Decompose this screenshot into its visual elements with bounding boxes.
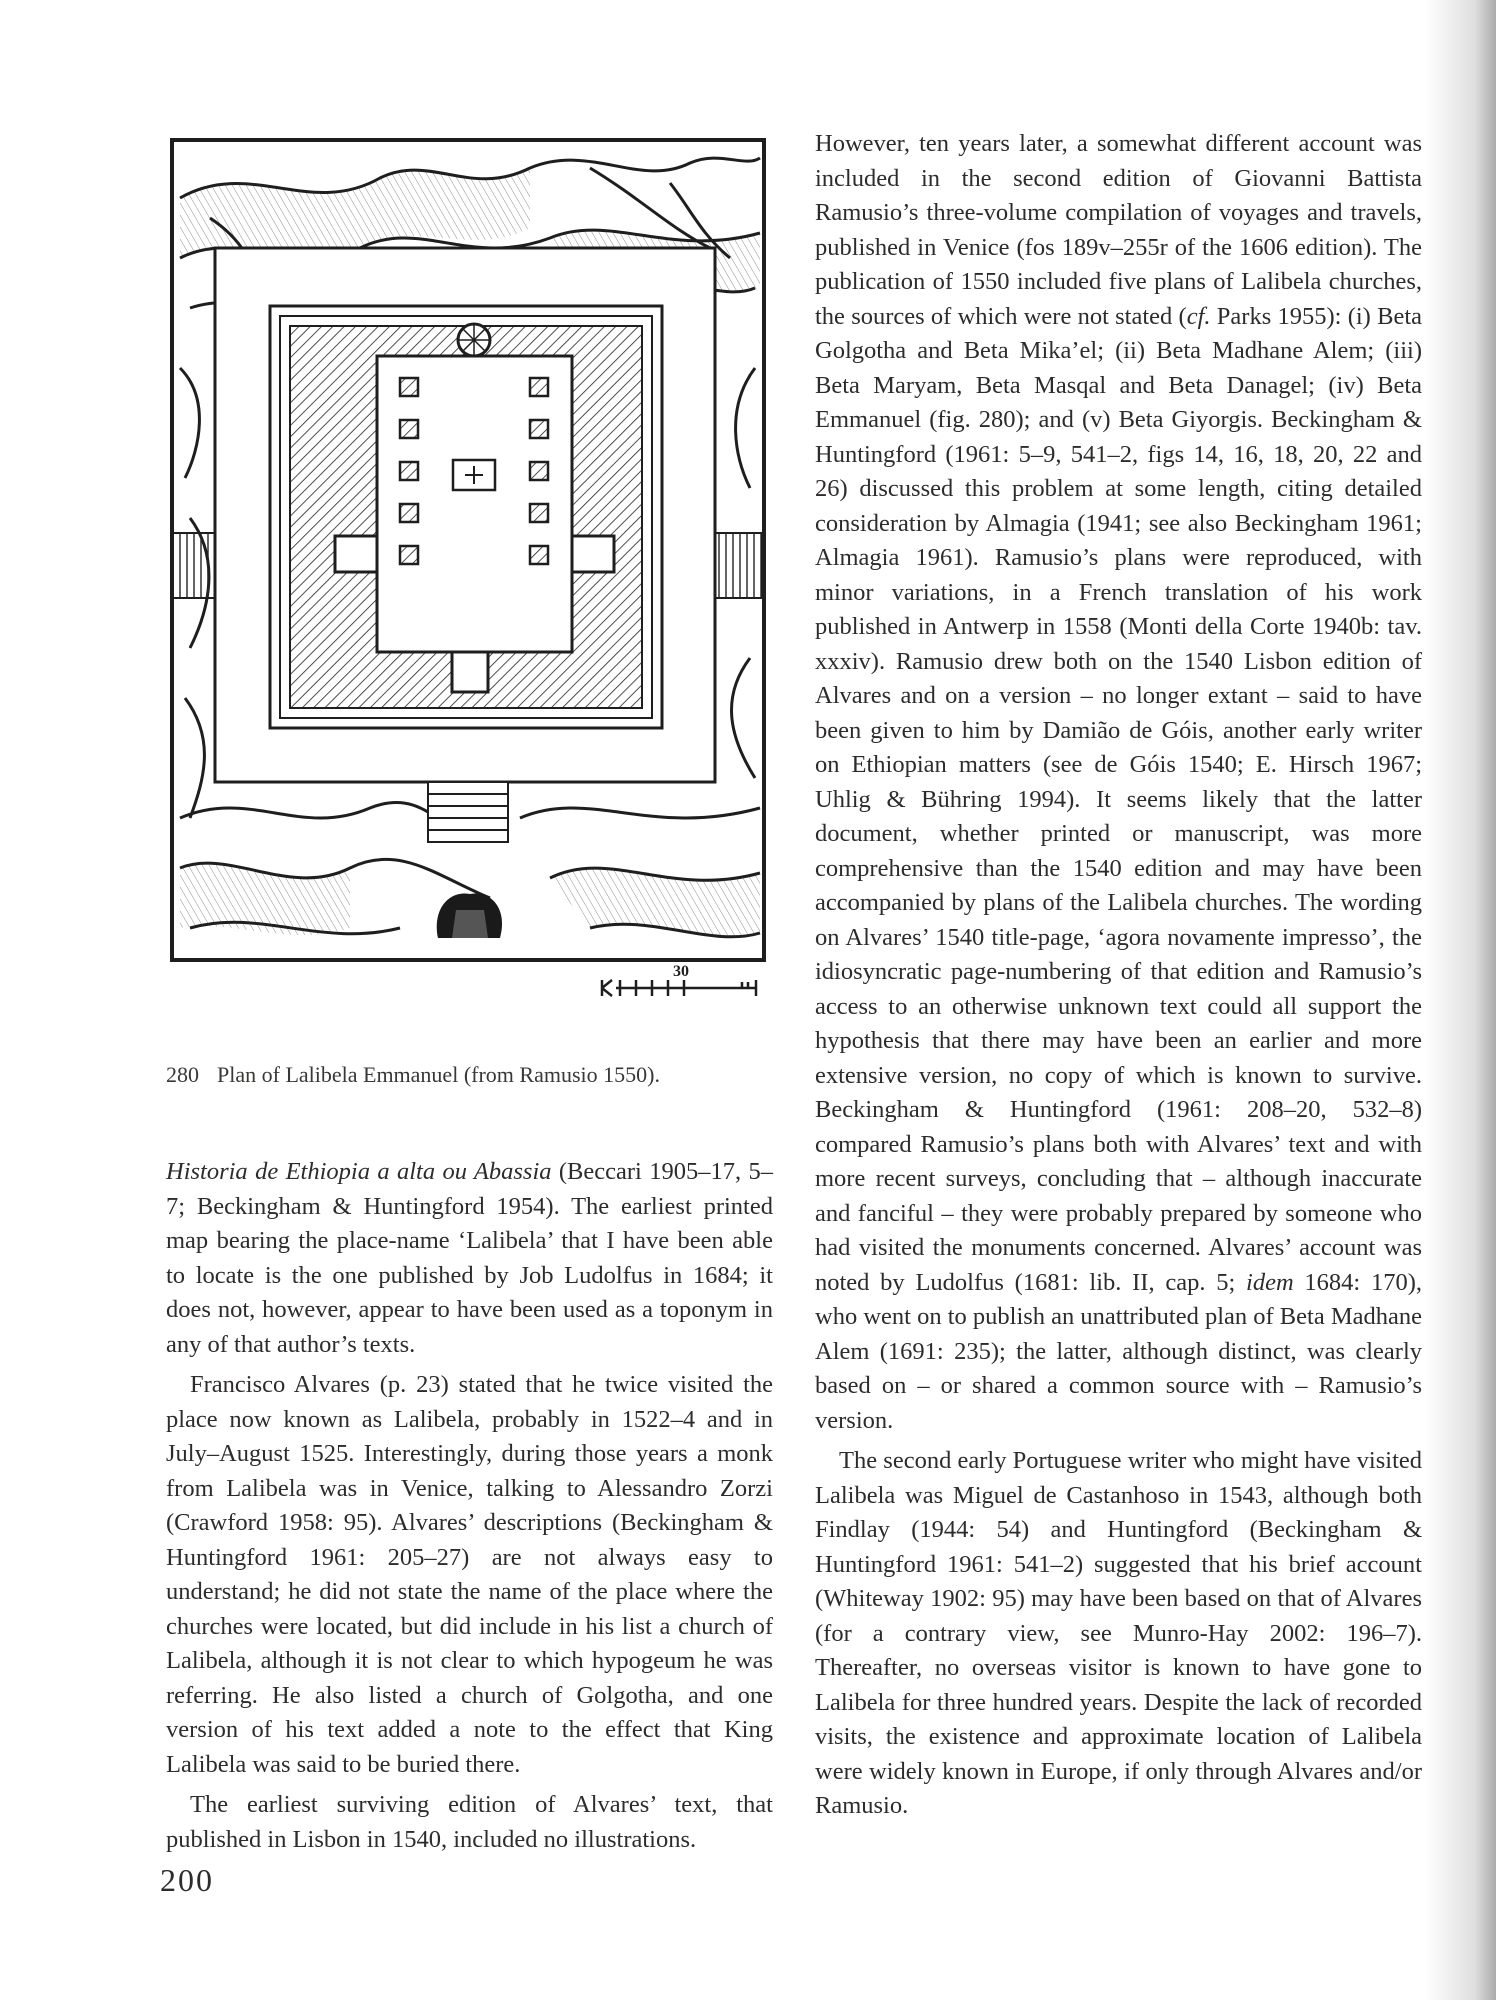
left-paragraph-2: Francisco Alvares (p. 23) stated that he twice visited the place now known as Lalibela, probably in 1522–4 and in July–August 1525. Interestingly, during those years a monk from Lalibela was in Venice, talking to Alessandro Zorzi (Crawford 1958: 95). Alvares’ descriptions (Beckingham & Huntingford 1961: 205–27) are not always easy to understand; he did not state the name of the place where the churches were located, but did include in his list a church of Lalibela, although it is not clear to which hypogeum he was referring. He also listed a church of Golgotha, and one version of his text added a note to the effect that King Lalibela was said to be buried there. <box>166 1371 773 1778</box>
figure-number: 280 <box>166 1062 199 1087</box>
right-paragraph-2: The second early Portuguese writer who might have visited Lalibela was Miguel de Castanhoso in 1543, although both Findlay (1944: 54) and Huntingford (Beckingham & Huntingford 1961: 541–2) suggested that his brief account (Whiteway 1902: 95) may have been based on that of Alvares (for a contrary view, see Munro-Hay 2002: 196–7). Thereafter, no overseas visitor is known to have gone to Lalibela for three hundred years. Despite the lack of recorded visits, the existence and approximate location of Lalibela were widely known in Europe, if only through Alvares and/or Ramusio. <box>815 1447 1422 1819</box>
scale-label: 30 <box>673 963 689 980</box>
page-number: 200 <box>160 1862 214 1898</box>
left-column <box>166 1155 773 1857</box>
book-title: Historia de Ethiopia a alta ou Abassia <box>166 1158 552 1185</box>
right-paragraph-1-part-a: However, ten years later, a somewhat different account was included in the second edition of Giovanni Battista Ramusio’s three-volume compilation of voyages and travels, published in Venice (fos 189v–255r of the 1606 edition). The publication of 1550 included five plans of Lalibela churches, the sources of which were not stated ( <box>815 130 1422 330</box>
figure-caption-text: Plan of Lalibela Emmanuel (from Ramusio 1550). <box>217 1062 660 1087</box>
cf-abbrev: cf. <box>1186 302 1211 330</box>
figure-caption <box>166 1060 766 1090</box>
plan-illustration <box>170 138 770 1020</box>
left-paragraph-3: The earliest surviving edition of Alvares’ text, that published in Lisbon in 1540, included no illustrations. <box>166 1791 773 1853</box>
right-paragraph-1-part-b: Parks 1955): (i) Beta Golgotha and Beta Mika’el; (ii) Beta Madhane Alem; (iii) Beta Maryam, Beta Masqal and Beta Danagel; (iv) Beta Emmanuel (fig. 280); and (v) Beta Giyorgis. Beckingham & Huntingford (1961: 5–9, 541–2, figs 14, 16, 18, 20, 22 and 26) discussed this problem at some length, citing detailed consideration by Almagia (1941; see also Beckingham 1961; Almagia 1961). Ramusio’s plans were reproduced, with minor variations, in a French translation of his work published in Antwerp in 1558 (Monti della Corte 1940b: tav. xxxiv). Ramusio drew both on the 1540 Lisbon edition of Alvares and on a version – no longer extant – said to have been given to him by Damião de Góis, another early writer on Ethiopian matters (see de Góis 1540; E. Hirsch 1967; Uhlig & Bühring 1994). It seems likely that the latter document, whether printed or manuscript, was more comprehensive than the 1540 edition and may have been accompanied by plans of the Lalibela churches. The wording on Alvares’ 1540 title-page, ‘agora novamente impresso’, the idiosyncratic page-numbering of that edition and Ramusio’s access to an otherwise unknown text could all support the hypothesis that there may have been an earlier and more extensive version, no copy of which is known to survive. Beckingham & Huntingford (1961: 208–20, 532–8) compared Ramusio’s plans both with Alvares’ text and with more recent surveys, concluding that – although inaccurate and fanciful – they were probably prepared by someone who had visited the monuments concerned. Alvares’ account was noted by Ludolfus (1681: lib. II, cap. 5; <box>815 302 1422 1296</box>
right-column <box>815 127 1422 1824</box>
right-paragraph-1 <box>815 127 1422 1438</box>
left-paragraph-1 <box>166 1155 773 1362</box>
page-edge-shadow <box>1426 0 1496 2000</box>
idem-abbrev: idem <box>1246 1268 1294 1296</box>
right-paragraph-1-part-c: 1684: 170), who went on to publish an unattributed plan of Beta Madhane Alem (1691: 235); the latter, although distinct, was clearly based on – or shared a common source with – Ramusio’s version. <box>815 1268 1422 1434</box>
left-paragraph-1-text: (Beccari 1905–17, 5–7; Beckingham & Huntingford 1954). The earliest printed map bearing the place-name ‘Lalibela’ that I have been able to locate is the one published by Job Ludolfus in 1684; it does not, however, appear to have been used as a toponym in any of that author’s texts. <box>166 1158 773 1358</box>
